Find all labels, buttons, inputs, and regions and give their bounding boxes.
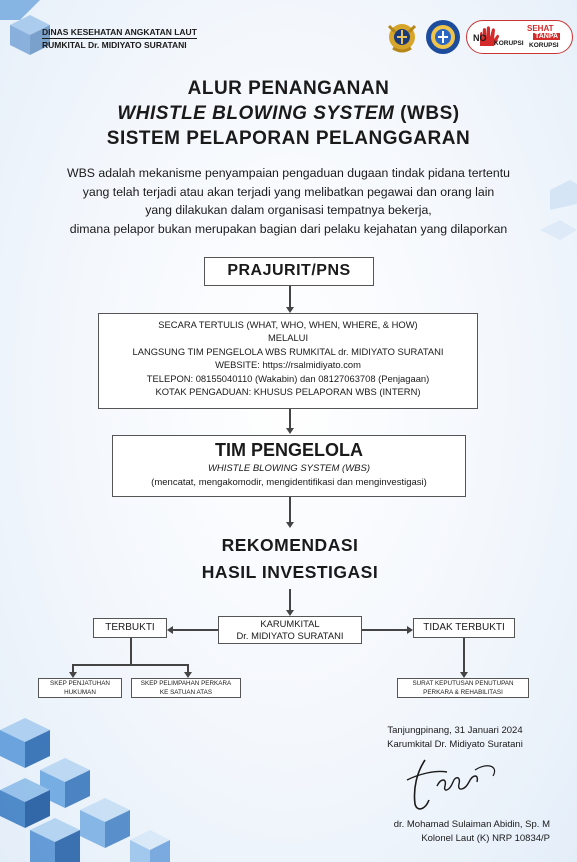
badge-korupsi-text: KORUPSI [494,40,524,47]
signature-header [360,724,550,752]
badge-korupsi2-text: KORUPSI [529,42,559,49]
arrow-down-icon [286,522,294,528]
title-line2-rest: (WBS) [394,103,460,124]
punishment-decree-line1: SKEP PENJATUHAN [50,680,110,687]
reporting-channels-box [98,313,478,409]
signature-position: Karumkital Dr. Midiyato Suratani [387,739,523,750]
badge-tanpa-text: TANPA [535,33,559,40]
team-title: TIM PENGELOLA [215,440,363,460]
reporter-label: PRAJURIT/PNS [227,262,351,279]
channel-line-website: WEBSITE: https://rsalmidiyato.com [215,359,361,371]
proven-label: TERBUKTI [105,622,155,633]
signature-place-date: Tanjungpinang, 31 Januari 2024 [387,725,523,736]
bottom-left-cube-decoration [0,700,200,862]
intro-line-1: WBS adalah mekanisme penyampaian pengaduan dugaan tindak pidana tertentu [66,166,510,180]
channel-line-phone: TELEPON: 08155040110 (Wakabin) dan 08127063708 (Penjagaan) [146,372,430,384]
channel-line-via: MELALUI [267,332,309,344]
badge-sehat-text: SEHAT [527,24,554,33]
badge-no-text: NO [473,33,487,43]
intro-line-4: dimana pelapor bukan merupakan bagian dari pelaku kejahatan yang dilaporkan [69,221,508,236]
connector-recommendation-karumkital [289,589,291,611]
not-proven-label: TIDAK TERBUKTI [423,622,505,633]
connector-reporter-channels [289,286,291,308]
connector-channels-team [289,409,291,429]
connector-proven-down [130,638,132,664]
page-title [0,76,577,151]
signatory-rank: Kolonel Laut (K) NRP 10834/P [421,833,550,844]
team-subtitle: WHISTLE BLOWING SYSTEM (WBS) [207,463,371,474]
header-org-block [42,27,197,51]
case-transfer-line2: KE SATUAN ATAS [159,688,213,696]
proven-box [93,618,167,638]
punishment-decree-box [38,678,122,698]
closure-decree-box [397,678,529,698]
org-name-line1: DINAS KESEHATAN ANGKATAN LAUT [42,27,197,37]
closure-decree-line2: PERKARA & REHABILITASI [423,688,503,696]
punishment-decree-line2: HUKUMAN [64,688,96,696]
recommendation-line2: HASIL INVESTIGASI [201,562,379,582]
health-service-emblem-icon [425,19,461,55]
management-team-box [112,435,466,497]
connector-karumkital-proven [172,629,218,631]
closure-decree-line1: SURAT KEPUTUSAN PENUTUPAN [412,680,514,687]
case-transfer-line1: SKEP PELIMPAHAN PERKARA [140,680,232,687]
recommendation-heading [140,532,440,586]
title-line2 [0,101,577,126]
recommendation-line1: REKOMENDASI [221,535,359,555]
connector-karumkital-not-proven [362,629,408,631]
title-line2-italic: WHISTLE BLOWING SYSTEM [117,103,395,124]
channel-line-team: LANGSUNG TIM PENGELOLA WBS RUMKITAL dr. MIDIYATO SURATANI [132,345,444,357]
title-line1: ALUR PENANGANAN [187,78,390,99]
reporter-box [204,257,374,286]
arrow-down-icon [286,428,294,434]
connector-proven-horizontal [72,664,188,666]
channel-line-written: SECARA TERTULIS (WHAT, WHO, WHEN, WHERE, & HOW) [158,319,418,330]
signature-footer [360,818,550,846]
karumkital-line2: Dr. MIDIYATO SURATANI [236,630,344,641]
intro-paragraph [0,164,577,238]
connector-not-proven-down [463,638,465,673]
signatory-name: dr. Mohamad Sulaiman Abidin, Sp. M [393,819,550,830]
not-proven-box [413,618,515,638]
intro-line-3: yang dilakukan dalam organisasi tempatnya bekerja, [145,203,432,218]
karumkital-box [218,616,362,644]
case-transfer-decree-box [131,678,241,698]
title-line3: SISTEM PELAPORAN PELANGGARAN [106,128,471,149]
team-description: (mencatat, mengakomodir, mengidentifikasi dan menginvestigasi) [151,477,427,488]
arrow-left-icon [167,626,173,634]
channel-line-box: KOTAK PENGADUAN: KHUSUS PELAPORAN WBS (INTERN) [155,386,421,398]
navy-emblem-icon [383,18,421,56]
org-name-line2: RUMKITAL Dr. MIDIYATO SURATANI [42,38,197,51]
connector-team-recommendation [289,497,291,523]
handwritten-signature [395,752,505,814]
karumkital-line1: KARUMKITAL [260,618,320,629]
intro-line-2: yang telah terjadi atau akan terjadi yang melibatkan pegawai dan orang lain [82,184,495,199]
anti-corruption-badge [466,20,573,54]
